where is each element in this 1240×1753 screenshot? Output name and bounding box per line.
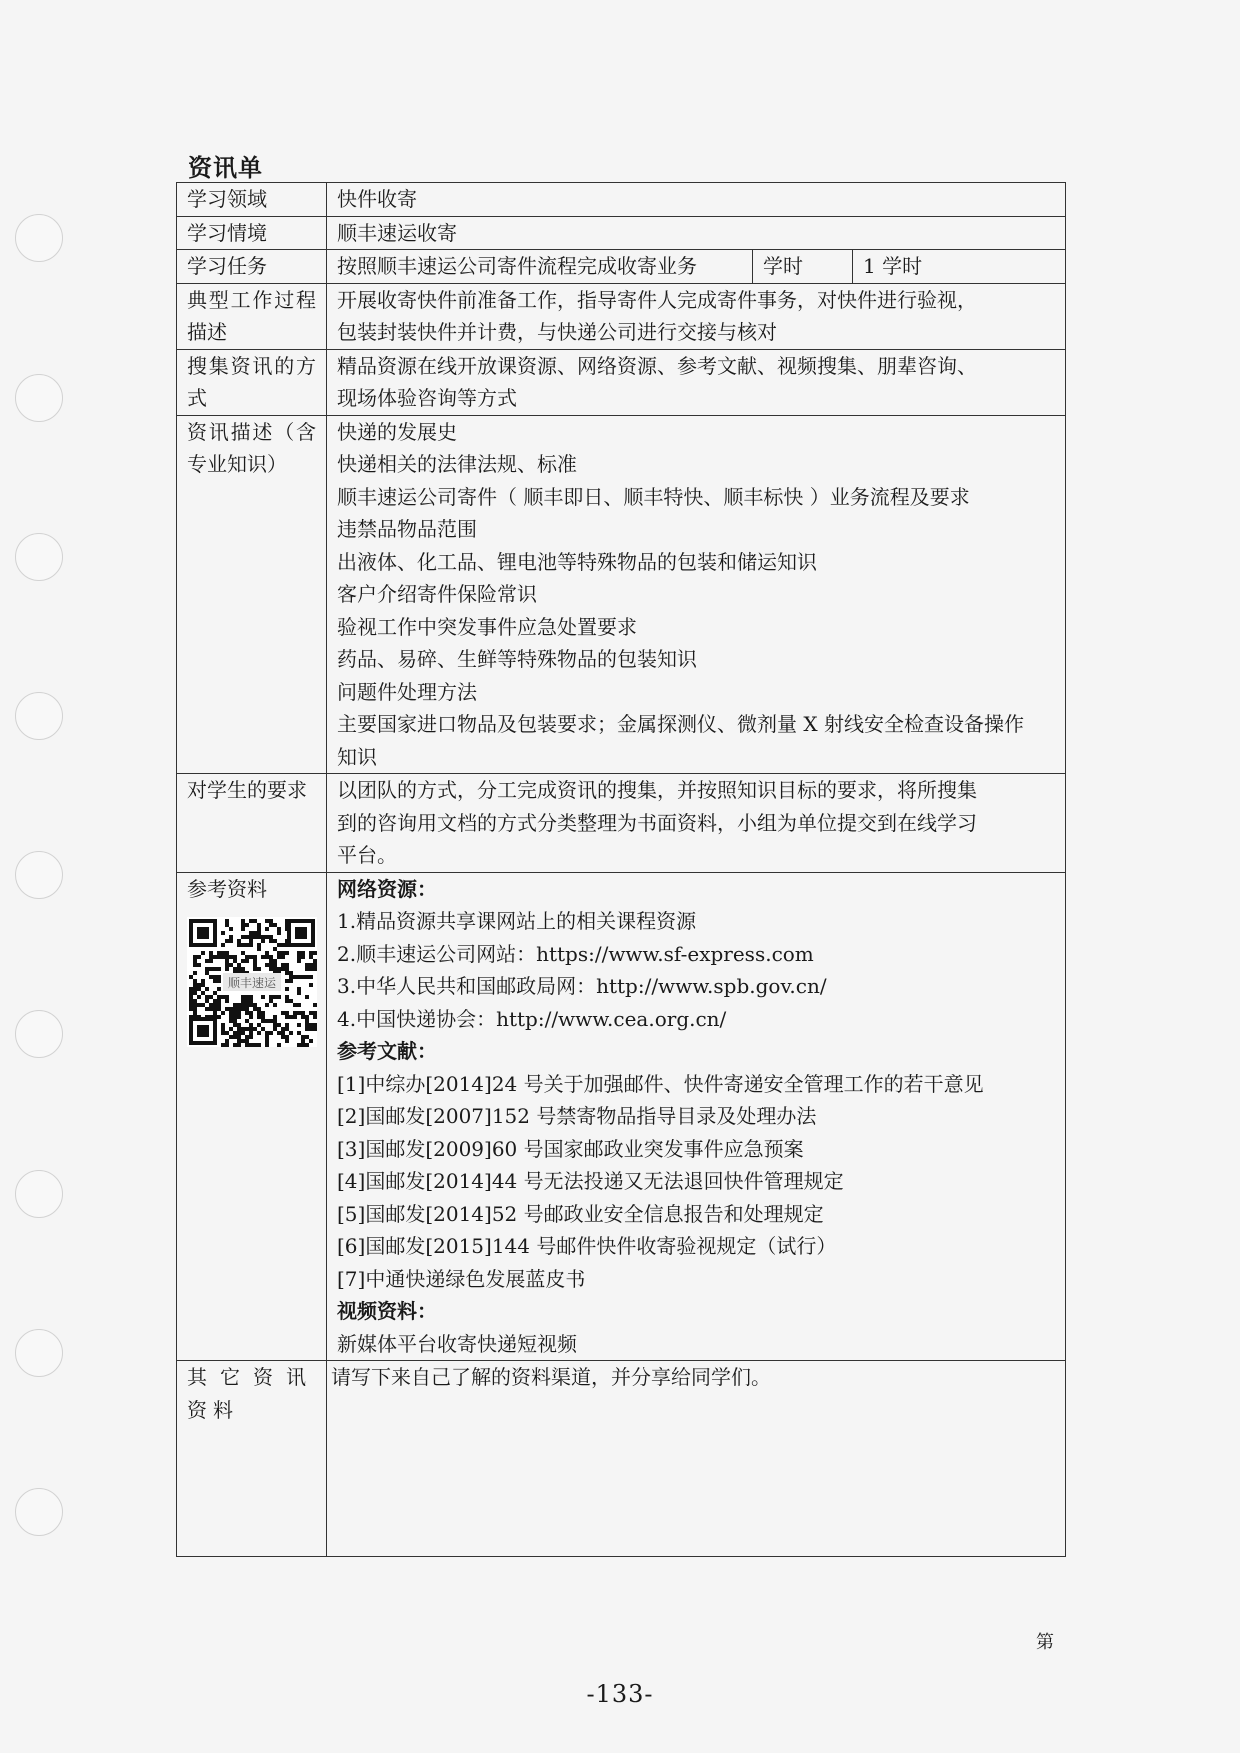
label-references — [177, 872, 327, 1361]
methods-line: 现场体验咨询等方式 — [337, 386, 517, 410]
row-description — [177, 415, 1066, 774]
binder-hole — [15, 851, 63, 899]
value-references — [327, 872, 1066, 1361]
network-item[interactable]: 3.中华人民共和国邮政局网：http://www.spb.gov.cn/ — [337, 974, 827, 998]
label-methods-text: 搜集资讯的方式 — [187, 353, 316, 410]
label-process — [177, 283, 327, 349]
network-item[interactable]: 4.中国快递协会：http://www.cea.org.cn/ — [337, 1006, 727, 1031]
description-line: 主要国家进口物品及包装要求；金属探测仪、微剂量 X 射线安全检查设备操作 — [337, 712, 1024, 736]
requirements-line: 平台。 — [337, 843, 397, 867]
value-methods — [327, 349, 1066, 415]
row-references — [177, 872, 1066, 1361]
video-heading: 视频资料： — [337, 1299, 437, 1323]
row-process — [177, 283, 1066, 349]
label-other — [177, 1361, 327, 1557]
binder-hole — [15, 1170, 63, 1218]
binder-hole — [15, 374, 63, 422]
label-task: 学习任务 — [177, 250, 327, 284]
process-line: 包装封装快件并计费，与快递公司进行交接与核对 — [337, 320, 777, 344]
value-task: 按照顺丰速运公司寄件流程完成收寄业务 — [327, 250, 753, 284]
label-situation: 学习情境 — [177, 216, 327, 250]
value-hours: 1 学时 — [853, 250, 1066, 284]
description-line: 客户介绍寄件保险常识 — [337, 582, 537, 606]
qr-code[interactable] — [187, 917, 317, 1047]
literature-item: [6]国邮发[2015]144 号邮件快件收寄验视规定（试行） — [337, 1234, 837, 1258]
literature-item: [7]中通快递绿色发展蓝皮书 — [337, 1266, 586, 1291]
row-methods — [177, 349, 1066, 415]
page-number: -133- — [586, 1680, 654, 1708]
value-domain: 快件收寄 — [327, 183, 1066, 217]
network-item[interactable]: 2.顺丰速运公司网站：https://www.sf-express.com — [337, 941, 814, 966]
description-line: 知识 — [337, 744, 377, 769]
label-domain: 学习领域 — [177, 183, 327, 217]
description-line: 快递的发展史 — [337, 419, 457, 444]
label-description-text: 资讯描述（含专业知识） — [187, 419, 316, 476]
value-description — [327, 415, 1066, 774]
literature-item: [2]国邮发[2007]152 号禁寄物品指导目录及处理办法 — [337, 1104, 817, 1128]
description-line: 出液体、化工品、锂电池等特殊物品的包装和储运知识 — [337, 549, 817, 574]
binder-hole — [15, 214, 63, 262]
requirements-line: 以团队的方式，分工完成资讯的搜集，并按照知识目标的要求，将所搜集 — [337, 778, 977, 802]
label-methods — [177, 349, 327, 415]
label-hours: 学时 — [753, 250, 853, 284]
binder-hole — [15, 1329, 63, 1377]
binder-hole — [15, 692, 63, 740]
network-heading: 网络资源： — [337, 876, 437, 901]
video-item: 新媒体平台收寄快递短视频 — [337, 1331, 577, 1356]
row-other — [177, 1361, 1066, 1557]
binder-hole — [15, 1488, 63, 1536]
process-line: 开展收寄快件前准备工作，指导寄件人完成寄件事务，对快件进行验视， — [337, 287, 977, 312]
label-requirements: 对学生的要求 — [177, 774, 327, 873]
page-mark: 第 — [1036, 1632, 1054, 1653]
value-situation: 顺丰速运收寄 — [327, 216, 1066, 250]
qr-code-icon — [187, 917, 317, 1047]
row-task — [177, 250, 1066, 284]
label-references-text: 参考资料 — [187, 876, 267, 901]
row-requirements — [177, 774, 1066, 873]
description-line: 快递相关的法律法规、标准 — [337, 452, 577, 476]
value-requirements — [327, 774, 1066, 873]
literature-item: [3]国邮发[2009]60 号国家邮政业突发事件应急预案 — [337, 1136, 804, 1161]
literature-item: [4]国邮发[2014]44 号无法投递又无法退回快件管理规定 — [337, 1169, 844, 1193]
description-line: 问题件处理方法 — [337, 679, 477, 704]
label-description — [177, 415, 327, 774]
row-situation — [177, 216, 1066, 250]
description-line: 药品、易碎、生鲜等特殊物品的包装知识 — [337, 647, 697, 671]
literature-item: [1]中综办[2014]24 号关于加强邮件、快件寄递安全管理工作的若干意见 — [337, 1071, 984, 1096]
literature-item: [5]国邮发[2014]52 号邮政业安全信息报告和处理规定 — [337, 1201, 824, 1226]
value-process — [327, 283, 1066, 349]
literature-heading: 参考文献： — [337, 1039, 437, 1063]
row-domain — [177, 183, 1066, 217]
binder-hole — [15, 1010, 63, 1058]
label-other-text: 其它资讯资料 — [187, 1365, 312, 1422]
binder-hole — [15, 533, 63, 581]
value-other[interactable]: 请写下来自己了解的资料渠道，并分享给同学们。 — [327, 1361, 1066, 1557]
network-item: 1.精品资源共享课网站上的相关课程资源 — [337, 909, 697, 933]
info-table — [176, 182, 1066, 1557]
label-process-text: 典型工作过程描述 — [187, 287, 316, 344]
description-line: 验视工作中突发事件应急处置要求 — [337, 614, 637, 639]
description-line: 顺丰速运公司寄件（ 顺丰即日、顺丰特快、顺丰标快 ）业务流程及要求 — [337, 484, 970, 509]
qr-caption: 顺丰速运 — [227, 976, 277, 990]
description-line: 违禁品物品范围 — [337, 517, 477, 541]
document-title: 资讯单 — [188, 153, 263, 182]
methods-line: 精品资源在线开放课资源、网络资源、参考文献、视频搜集、朋辈咨询、 — [337, 353, 977, 378]
requirements-line: 到的咨询用文档的方式分类整理为书面资料，小组为单位提交到在线学习 — [337, 810, 977, 835]
